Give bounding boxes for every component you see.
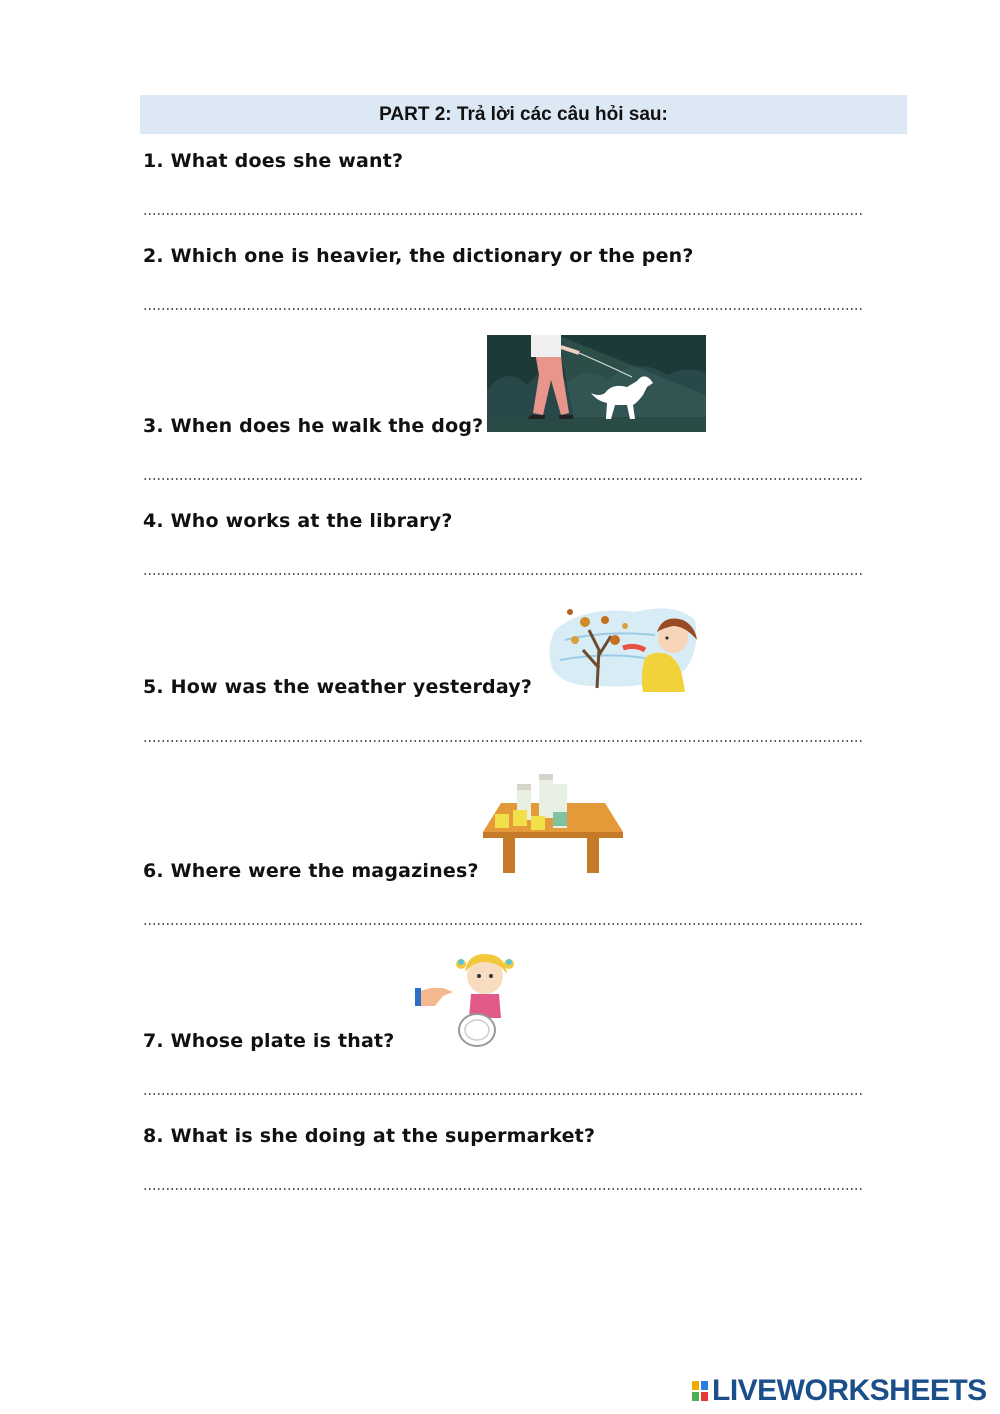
question-7: 7. Whose plate is that? [143, 1030, 395, 1052]
logo-text: LIVEWORKSHEETS [712, 1374, 987, 1407]
part-header [140, 95, 907, 134]
question-4: 4. Who works at the library? [143, 510, 453, 532]
question-5: 5. How was the weather yesterday? [143, 676, 533, 698]
night-dog-walk-image [487, 335, 706, 432]
part-title: PART 2: Trả lời các câu hỏi sau: [379, 103, 668, 125]
answer-line-8[interactable] [143, 1188, 863, 1190]
question-3: 3. When does he walk the dog? [143, 415, 484, 437]
answer-line-2[interactable] [143, 308, 863, 310]
question-6: 6. Where were the magazines? [143, 860, 479, 882]
girl-with-plate-image [413, 948, 518, 1050]
question-8: 8. What is she doing at the supermarket? [143, 1125, 596, 1147]
table-with-items-image [483, 772, 623, 874]
answer-line-3[interactable] [143, 478, 863, 480]
question-1: 1. What does she want? [143, 150, 404, 172]
answer-line-5[interactable] [143, 740, 863, 742]
answer-line-6[interactable] [143, 923, 863, 925]
answer-line-7[interactable] [143, 1093, 863, 1095]
windy-weather-image [545, 600, 700, 694]
liveworksheets-logo[interactable] [692, 1374, 987, 1408]
answer-line-1[interactable] [143, 213, 863, 215]
logo-blocks-icon [692, 1381, 708, 1401]
answer-line-4[interactable] [143, 573, 863, 575]
question-2: 2. Which one is heavier, the dictionary or the pen? [143, 245, 694, 267]
